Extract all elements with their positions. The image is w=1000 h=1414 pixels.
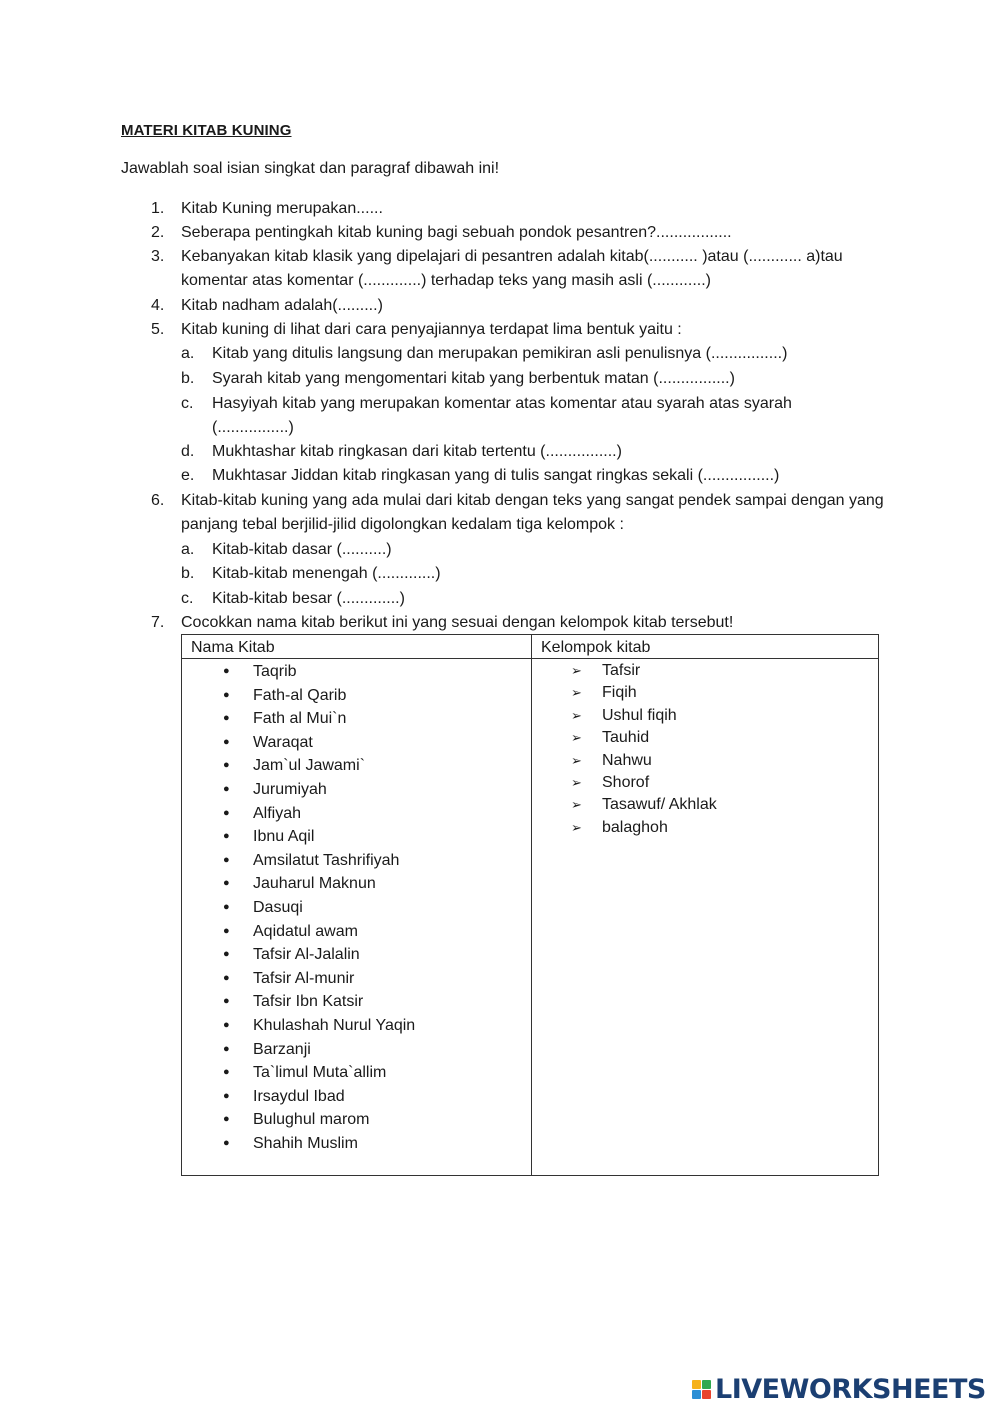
arrow-bullet-icon: ➢ <box>571 730 582 746</box>
question-text: Kitab nadham adalah(.........) <box>181 297 383 314</box>
q5-item-d <box>181 440 622 464</box>
kelompok-kitab-label: Ushul fiqih <box>602 706 677 724</box>
nama-kitab-label: Bulughul marom <box>253 1111 370 1129</box>
bullet-icon: ● <box>223 665 230 677</box>
q6-item-a <box>181 538 392 562</box>
nama-kitab-label: Aqidatul awam <box>253 922 358 940</box>
nama-kitab-label: Shahih Muslim <box>253 1134 358 1152</box>
nama-kitab-item <box>223 1061 530 1085</box>
nama-kitab-label: Taqrib <box>253 663 297 681</box>
arrow-bullet-icon: ➢ <box>571 774 582 790</box>
bullet-icon: ● <box>223 971 230 984</box>
question-1 <box>151 197 383 221</box>
nama-kitab-item <box>223 754 530 778</box>
nama-kitab-label: Ibnu Aqil <box>253 828 315 846</box>
logo-square <box>692 1380 701 1389</box>
header-kelompok-kitab: Kelompok kitab <box>532 635 879 659</box>
item-letter: a. <box>181 541 195 558</box>
arrow-bullet-icon: ➢ <box>571 685 582 701</box>
nama-kitab-item <box>223 825 530 849</box>
question-5 <box>151 318 682 342</box>
nama-kitab-item <box>223 896 530 920</box>
nama-kitab-item <box>223 802 530 826</box>
bullet-icon: ● <box>223 759 230 772</box>
bullet-icon: ● <box>223 1089 230 1102</box>
q5-item-c <box>181 392 811 440</box>
arrow-bullet-icon: ➢ <box>571 752 582 768</box>
kelompok-kitab-item <box>571 817 877 839</box>
bullet-icon: ● <box>223 924 230 937</box>
question-text: Kitab Kuning merupakan...... <box>181 200 383 217</box>
nama-kitab-label: Tafsir Al-munir <box>253 969 355 987</box>
nama-kitab-label: Alfiyah <box>253 804 302 822</box>
bullet-icon: ● <box>223 735 230 748</box>
question-3 <box>151 245 881 293</box>
kelompok-kitab-item <box>571 660 877 682</box>
logo-text: LIVEWORKSHEETS <box>715 1373 986 1405</box>
q5-item-a <box>181 342 787 366</box>
question-text: Kitab kuning di lihat dari cara penyajiannya terdapat lima bentuk yaitu : <box>181 321 682 338</box>
nama-kitab-label: Dasuqi <box>253 898 303 916</box>
question-text: Kebanyakan kitab klasik yang dipelajari di pesantren adalah kitab(........... )atau (............ a)tau komentar atas komentar (.............) terhadap teks yang masih asli (............) <box>181 248 843 289</box>
kelompok-kitab-label: Nahwu <box>602 751 652 769</box>
nama-kitab-item <box>223 684 530 708</box>
kelompok-kitab-item <box>571 772 877 794</box>
nama-kitab-list <box>183 660 530 1155</box>
item-letter: e. <box>181 467 195 484</box>
bullet-icon: ● <box>223 1066 230 1079</box>
bullet-icon: ● <box>223 782 230 795</box>
logo-square <box>692 1390 701 1399</box>
bullet-icon: ● <box>223 1136 230 1149</box>
nama-kitab-item <box>223 990 530 1014</box>
matching-table <box>181 634 879 1176</box>
kelompok-kitab-item <box>571 750 877 772</box>
item-text: Mukhtasar Jiddan kitab ringkasan yang di tulis sangat ringkas sekali (................) <box>212 467 780 484</box>
kelompok-kitab-label: Fiqih <box>602 684 637 702</box>
bullet-icon: ● <box>223 1042 230 1055</box>
nama-kitab-label: Irsaydul Ibad <box>253 1087 345 1105</box>
bullet-icon: ● <box>223 806 230 819</box>
bullet-icon: ● <box>223 688 230 701</box>
kelompok-kitab-label: Tafsir <box>602 662 641 679</box>
nama-kitab-item <box>223 943 530 967</box>
arrow-bullet-icon: ➢ <box>571 819 582 835</box>
question-2 <box>151 221 732 245</box>
nama-kitab-label: Ta`limul Muta`allim <box>253 1064 387 1082</box>
nama-kitab-label: Khulashah Nurul Yaqin <box>253 1016 416 1034</box>
item-letter: b. <box>181 370 195 387</box>
bullet-icon: ● <box>223 1113 230 1126</box>
bullet-icon: ● <box>223 995 230 1008</box>
question-number: 5. <box>151 321 165 338</box>
logo-square <box>702 1380 711 1389</box>
nama-kitab-item <box>223 1014 530 1038</box>
q5-item-b <box>181 367 735 391</box>
nama-kitab-item <box>223 660 530 684</box>
q6-item-c <box>181 587 405 611</box>
nama-kitab-item <box>223 731 530 755</box>
nama-kitab-cell <box>182 659 532 1176</box>
question-text: Kitab-kitab kuning yang ada mulai dari kitab dengan teks yang sangat pendek sampai dengan yang panjang tebal berjilid-jilid digolongkan kedalam tiga kelompok : <box>181 492 884 533</box>
item-text: Kitab yang ditulis langsung dan merupakan pemikiran asli penulisnya (................) <box>212 345 788 362</box>
bullet-icon: ● <box>223 830 230 843</box>
nama-kitab-item <box>223 849 530 873</box>
page-title: MATERI KITAB KUNING <box>121 122 292 139</box>
question-6 <box>151 489 891 537</box>
kelompok-kitab-cell <box>532 659 879 1176</box>
item-letter: c. <box>181 590 194 607</box>
question-number: 1. <box>151 200 165 217</box>
question-4 <box>151 294 383 318</box>
item-letter: d. <box>181 443 195 460</box>
bullet-icon: ● <box>223 877 230 890</box>
item-text: Kitab-kitab besar (.............) <box>212 590 405 607</box>
item-text: Kitab-kitab menengah (.............) <box>212 565 441 582</box>
item-letter: c. <box>181 395 194 412</box>
question-text: Seberapa pentingkah kitab kuning bagi sebuah pondok pesantren?................. <box>181 224 732 241</box>
bullet-icon: ● <box>223 1018 230 1031</box>
nama-kitab-item <box>223 1132 530 1156</box>
instruction: Jawablah soal isian singkat dan paragraf dibawah ini! <box>121 160 500 177</box>
item-text: Kitab-kitab dasar (..........) <box>212 541 392 558</box>
nama-kitab-item <box>223 778 530 802</box>
kelompok-kitab-item <box>571 794 877 816</box>
kelompok-kitab-label: Shorof <box>602 773 650 791</box>
question-number: 6. <box>151 492 165 509</box>
kelompok-kitab-list <box>533 660 877 839</box>
question-number: 7. <box>151 614 165 631</box>
arrow-bullet-icon: ➢ <box>571 797 582 813</box>
nama-kitab-item <box>223 872 530 896</box>
nama-kitab-label: Tafsir Ibn Katsir <box>253 993 364 1011</box>
nama-kitab-item <box>223 707 530 731</box>
question-text: Cocokkan nama kitab berikut ini yang sesuai dengan kelompok kitab tersebut! <box>181 614 734 631</box>
q6-item-b <box>181 562 441 586</box>
kelompok-kitab-item <box>571 705 877 727</box>
item-text: Hasyiyah kitab yang merupakan komentar atas komentar atau syarah atas syarah (................) <box>212 395 792 436</box>
item-text: Syarah kitab yang mengomentari kitab yang berbentuk matan (................) <box>212 370 735 387</box>
bullet-icon: ● <box>223 853 230 866</box>
kelompok-kitab-label: Tasawuf/ Akhlak <box>602 796 717 814</box>
nama-kitab-label: Amsilatut Tashrifiyah <box>253 851 400 869</box>
arrow-bullet-icon: ➢ <box>571 707 582 723</box>
nama-kitab-item <box>223 1085 530 1109</box>
nama-kitab-label: Jauharul Maknun <box>253 875 376 893</box>
kelompok-kitab-label: Tauhid <box>602 729 650 747</box>
question-number: 4. <box>151 297 165 314</box>
question-number: 3. <box>151 248 165 265</box>
bullet-icon: ● <box>223 900 230 913</box>
arrow-bullet-icon: ➢ <box>571 663 582 678</box>
nama-kitab-label: Jurumiyah <box>253 781 327 798</box>
header-nama-kitab: Nama Kitab <box>182 635 532 659</box>
nama-kitab-label: Waraqat <box>253 733 313 751</box>
item-text: Mukhtashar kitab ringkasan dari kitab tertentu (................) <box>212 443 622 460</box>
nama-kitab-label: Barzanji <box>253 1040 311 1058</box>
nama-kitab-item <box>223 920 530 944</box>
logo-square <box>702 1390 711 1399</box>
nama-kitab-label: Jam`ul Jawami` <box>253 757 366 775</box>
nama-kitab-item <box>223 1038 530 1062</box>
nama-kitab-item <box>223 1108 530 1132</box>
question-number: 2. <box>151 224 165 241</box>
bullet-icon: ● <box>223 712 230 725</box>
question-7 <box>151 611 733 635</box>
bullet-icon: ● <box>223 948 230 961</box>
kelompok-kitab-item <box>571 682 877 704</box>
nama-kitab-item <box>223 967 530 991</box>
item-letter: a. <box>181 345 195 362</box>
q5-item-e <box>181 464 779 488</box>
liveworksheets-logo <box>692 1374 986 1404</box>
logo-mark-icon <box>692 1380 711 1399</box>
kelompok-kitab-label: balaghoh <box>602 818 668 836</box>
nama-kitab-label: Fath al Mui`n <box>253 710 347 728</box>
nama-kitab-label: Tafsir Al-Jalalin <box>253 946 360 964</box>
kelompok-kitab-item <box>571 727 877 749</box>
item-letter: b. <box>181 565 195 582</box>
nama-kitab-label: Fath-al Qarib <box>253 686 347 704</box>
